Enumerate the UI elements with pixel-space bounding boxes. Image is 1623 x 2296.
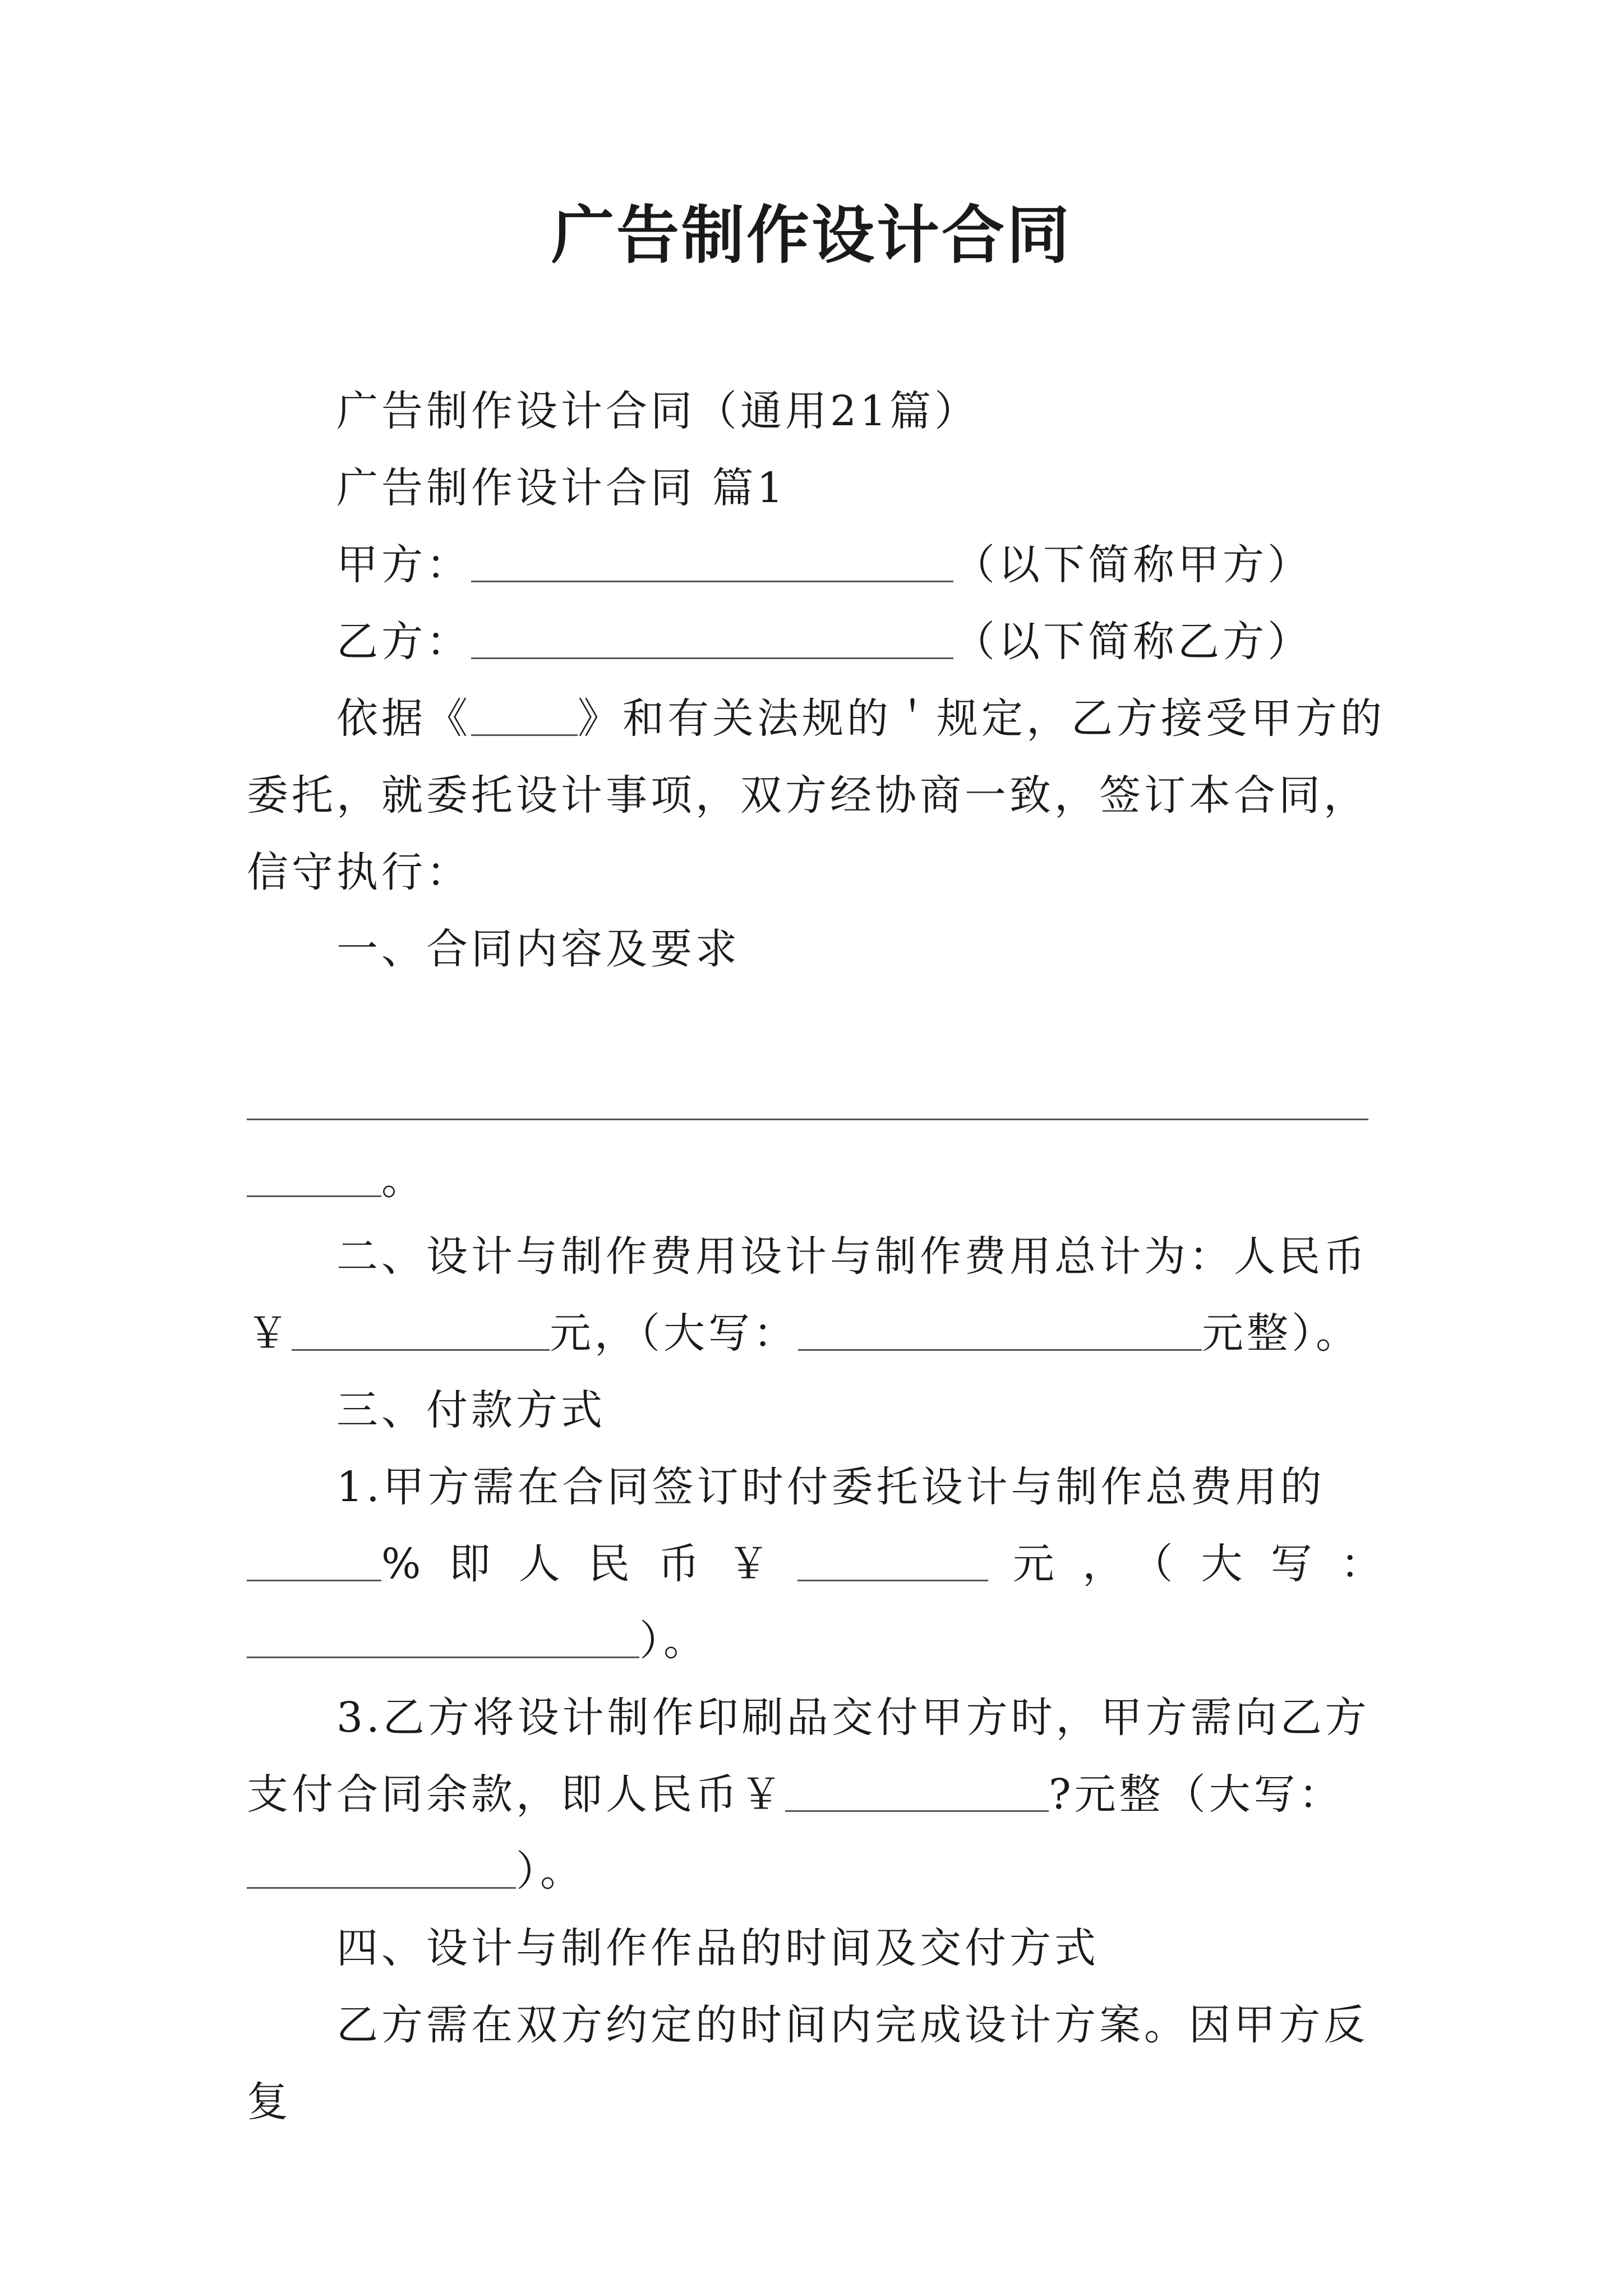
item-1-line-1: 1.甲方需在合同签订时付委托设计与制作总费用的 bbox=[336, 1463, 1325, 1511]
basis-text-2: 》和有关法规的＇规定，乙方接受甲方的委托，就委托设计事项，双方经协商一致，签订本合同，信守执行： bbox=[247, 694, 1385, 896]
party-b-suffix: （以下简称乙方） bbox=[953, 618, 1312, 666]
percent-blank bbox=[247, 1538, 381, 1581]
party-b-label: 乙方： bbox=[336, 618, 471, 666]
item-3-text-1: 3.乙方将设计制作印刷品交付甲方时，甲方需向乙方支付合同余款，即人民币￥ bbox=[247, 1694, 1370, 1819]
item-1-line-2 bbox=[247, 1526, 1385, 1603]
subtitle-line: 广告制作设计合同（通用21篇） bbox=[336, 387, 980, 435]
fee-words-blank bbox=[798, 1308, 1202, 1351]
item-1-text-3: 元，（大写： bbox=[988, 1540, 1385, 1588]
item-1-text-2: %即人民币￥ bbox=[381, 1540, 797, 1588]
document-body bbox=[247, 373, 1385, 2141]
content-end-mark: 。 bbox=[381, 1156, 426, 1204]
deposit-amount-blank bbox=[797, 1538, 988, 1581]
party-b-blank bbox=[471, 616, 953, 659]
chapter-line: 广告制作设计合同 篇1 bbox=[336, 464, 787, 512]
law-name-blank bbox=[471, 693, 578, 736]
section-1-content-line bbox=[247, 1065, 1385, 1142]
section-3-heading: 三、付款方式 bbox=[336, 1386, 606, 1434]
yen-sign: ￥ bbox=[247, 1309, 292, 1358]
content-blank bbox=[247, 1077, 1368, 1120]
document-title: 广告制作设计合同 bbox=[551, 199, 1072, 272]
section-2-text-3: 元整）。 bbox=[1202, 1309, 1361, 1358]
item-3-text-3: ）。 bbox=[516, 1847, 585, 1895]
item-3-paragraph bbox=[247, 1680, 1385, 1910]
item-1-line-3 bbox=[247, 1603, 1385, 1680]
party-a-line bbox=[247, 527, 1385, 604]
deposit-words-blank bbox=[247, 1615, 639, 1658]
basis-text-1: 依据《 bbox=[336, 694, 471, 743]
spacer bbox=[247, 988, 1385, 1065]
basis-paragraph bbox=[247, 680, 1385, 911]
section-1-content-end bbox=[247, 1142, 1385, 1218]
party-a-blank bbox=[471, 539, 953, 582]
party-b-line bbox=[247, 604, 1385, 680]
fee-amount-blank bbox=[292, 1308, 550, 1351]
content-blank-end bbox=[247, 1154, 381, 1197]
section-2-text-1: 二、设计与制作费用设计与制作费用总计为：人民币 bbox=[336, 1232, 1368, 1281]
item-3-text-2: ?元整（大写： bbox=[1049, 1770, 1344, 1819]
item-1-text-4: ）。 bbox=[639, 1617, 708, 1665]
section-2-text-2: 元，（大写： bbox=[550, 1309, 798, 1358]
party-a-label: 甲方： bbox=[336, 541, 471, 589]
balance-words-blank bbox=[247, 1846, 516, 1889]
section-4-heading: 四、设计与制作作品的时间及交付方式 bbox=[336, 1924, 1099, 1972]
section-2-paragraph bbox=[247, 1218, 1385, 1372]
section-1-heading: 一、合同内容及要求 bbox=[336, 925, 740, 973]
party-a-suffix: （以下简称甲方） bbox=[953, 541, 1312, 589]
section-4-paragraph: 乙方需在双方约定的时间内完成设计方案。因甲方反复 bbox=[247, 2001, 1368, 2126]
balance-amount-blank bbox=[785, 1769, 1049, 1812]
